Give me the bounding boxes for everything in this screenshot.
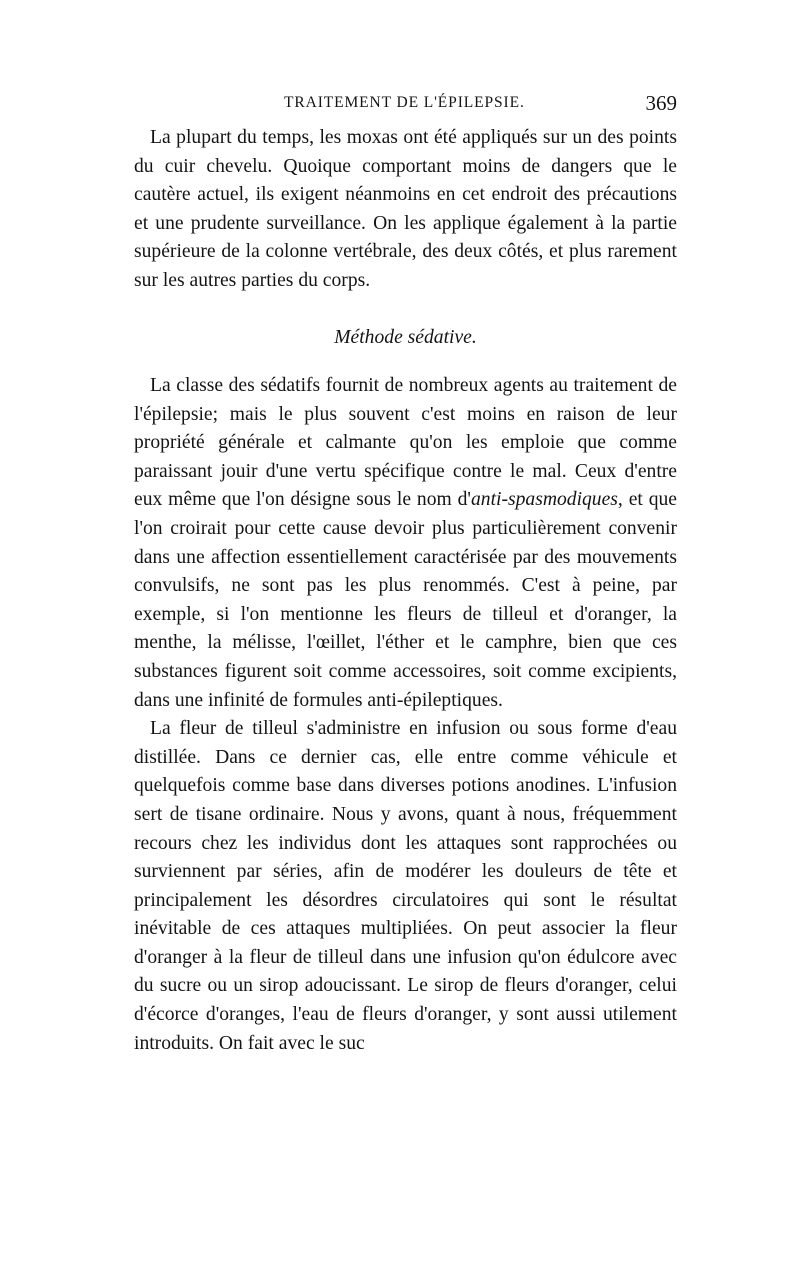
paragraph-sedatifs-text-end: , et que l'on croirait pour cette cause devoir plus particulièrement convenir dans une affection essentiellement caractérisée par des mouvements convulsifs, ne sont pas les plus renommés. C'est à peine, par exemple, si l'on mentionne les fleurs de tilleul et d'oranger, la menthe, la mélisse, l'œillet, l'éther et le camphre, bien que ces substances figurent soit comme accessoires, soit comme excipients, dans une infinité de formules anti-épileptiques.: [134, 489, 677, 711]
running-title: TRAITEMENT DE L'ÉPILEPSIE.: [284, 94, 525, 111]
paragraph-sedatifs-text-start: La classe des sédatifs fournit de nombreux agents au traitement de l'épilepsie; mais le plus souvent c'est moins en raison de leur propriété générale et calmante qu'on les emploie que comme paraissant jouir d'une vertu spécifique contre le mal. Ceux d'entre eux même que l'on désigne sous le nom d': [134, 375, 677, 511]
paragraph-moxas: La plupart du temps, les moxas ont été appliqués sur un des points du cuir chevelu. Quoique comportant moins de dangers que le cautère actuel, ils exigent néanmoins en cet endroit des précautions et une prudente surveillance. On les applique également à la partie supérieure de la colonne vertébrale, des deux côtés, et plus rarement sur les autres parties du corps.: [134, 127, 677, 291]
text-block-main: [134, 372, 677, 1058]
page-number: 369: [645, 91, 677, 115]
italic-term-antispasmodiques: anti-spasmodiques: [470, 489, 618, 511]
running-header: [134, 91, 677, 118]
section-heading: Méthode sédative.: [334, 327, 477, 348]
text-block-top: [134, 124, 677, 296]
paragraph-sedatifs: [134, 372, 677, 715]
paragraph-tilleul: La fleur de tilleul s'administre en infusion ou sous forme d'eau distillée. Dans ce dernier cas, elle entre comme véhicule et quelquefois comme base dans diverses potions anodines. L'infusion sert de tisane ordinaire. Nous y avons, quant à nous, fréquemment recours chez les individus dont les attaques sont rapprochées ou surviennent par séries, afin de modérer les douleurs de tête et principalement les désordres circulatoires qui sont le résultat inévitable de ces attaques multipliées. On peut associer la fleur d'oranger à la fleur de tilleul dans une infusion qu'on édulcore avec du sucre ou un sirop adoucissant. Le sirop de fleurs d'oranger, celui d'écorce d'oranges, l'eau de fleurs d'oranger, y sont aussi utilement introduits. On fait avec le suc: [134, 718, 677, 1054]
